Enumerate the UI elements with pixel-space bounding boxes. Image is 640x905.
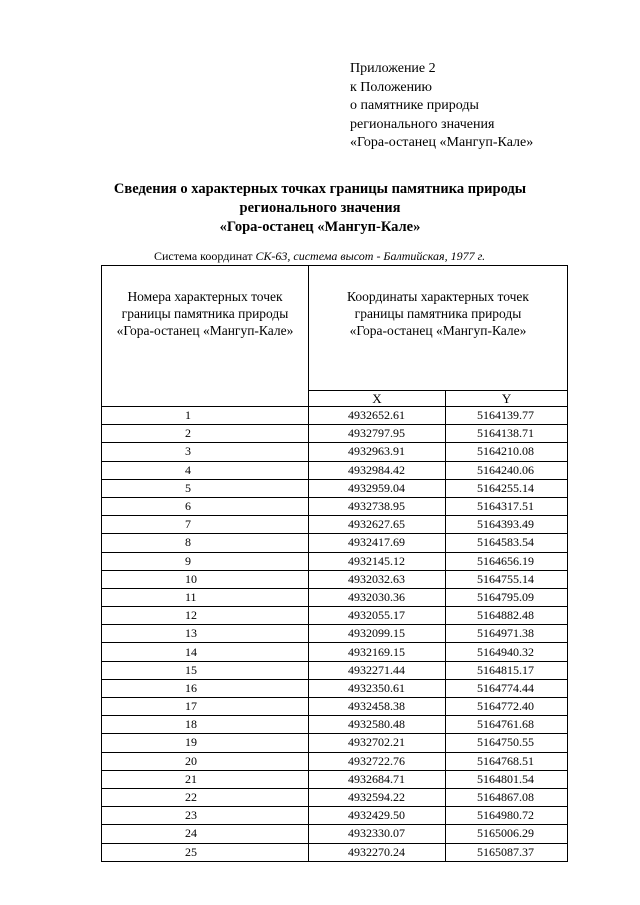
table-row: [102, 570, 568, 588]
table-row: [102, 497, 568, 515]
title-line: «Гора-останец «Мангуп-Кале»: [219, 219, 421, 235]
x-coordinate-cell: 4932099.15: [309, 625, 446, 643]
title-line: Сведения о характерных точках границы памятника природы: [113, 181, 527, 197]
appendix-line: Приложение 2: [350, 61, 436, 76]
y-coordinate-cell: 5165087.37: [446, 843, 568, 861]
x-coordinate-cell: 4932169.15: [309, 643, 446, 661]
point-number-cell: 1: [102, 407, 309, 425]
table-row: [102, 734, 568, 752]
point-number-cell: 11: [102, 588, 309, 606]
y-coordinate-cell: 5164882.48: [446, 607, 568, 625]
appendix-line: «Гора-останец «Мангуп-Кале»: [350, 135, 534, 150]
table-row: [102, 679, 568, 697]
x-coordinate-cell: 4932270.24: [309, 843, 446, 861]
x-coordinate-cell: 4932684.71: [309, 770, 446, 788]
point-number-cell: 4: [102, 461, 309, 479]
appendix-line: к Положению: [350, 79, 433, 95]
table-row: [102, 825, 568, 843]
point-number-cell: 2: [102, 425, 309, 443]
table-row: [102, 607, 568, 625]
y-coordinate-cell: 5164750.55: [446, 734, 568, 752]
point-number-cell: 25: [102, 843, 309, 861]
y-coordinate-cell: 5164761.68: [446, 716, 568, 734]
x-coordinate-cell: 4932330.07: [309, 825, 446, 843]
table-row: [102, 698, 568, 716]
x-coordinate-cell: 4932030.36: [309, 588, 446, 606]
point-number-cell: 6: [102, 497, 309, 515]
table-row: [102, 788, 568, 806]
x-coordinate-cell: 4932722.76: [309, 752, 446, 770]
x-header: X: [309, 391, 446, 407]
x-coordinate-cell: 4932963.91: [309, 443, 446, 461]
table-row: [102, 752, 568, 770]
table-body: [102, 407, 568, 862]
x-coordinate-cell: 4932417.69: [309, 534, 446, 552]
x-coordinate-cell: 4932984.42: [309, 461, 446, 479]
y-header: Y: [446, 391, 568, 407]
point-number-cell: 18: [102, 716, 309, 734]
x-coordinate-cell: 4932032.63: [309, 570, 446, 588]
x-coordinate-cell: 4932594.22: [309, 788, 446, 806]
table-row: [102, 625, 568, 643]
y-coordinate-cell: 5164583.54: [446, 534, 568, 552]
point-number-cell: 14: [102, 643, 309, 661]
appendix-line: о памятнике природы: [350, 98, 479, 113]
y-coordinate-cell: 5164240.06: [446, 461, 568, 479]
x-coordinate-cell: 4932580.48: [309, 716, 446, 734]
table-row: [102, 643, 568, 661]
appendix-line: регионального значения: [350, 116, 495, 132]
x-coordinate-cell: 4932145.12: [309, 552, 446, 570]
y-coordinate-cell: 5164772.40: [446, 698, 568, 716]
x-coordinate-cell: 4932738.95: [309, 497, 446, 515]
x-coordinate-cell: 4932627.65: [309, 516, 446, 534]
title-line: регионального значения: [239, 200, 401, 216]
point-number-cell: 12: [102, 607, 309, 625]
x-coordinate-cell: 4932652.61: [309, 407, 446, 425]
appendix-block: [350, 60, 533, 153]
point-number-cell: 21: [102, 770, 309, 788]
point-number-cell: 20: [102, 752, 309, 770]
point-number-cell: 7: [102, 516, 309, 534]
x-coordinate-cell: 4932055.17: [309, 607, 446, 625]
x-coordinate-cell: 4932429.50: [309, 807, 446, 825]
y-coordinate-cell: 5164795.09: [446, 588, 568, 606]
x-coordinate-cell: 4932797.95: [309, 425, 446, 443]
point-number-cell: 8: [102, 534, 309, 552]
table-row: [102, 807, 568, 825]
point-number-cell: 9: [102, 552, 309, 570]
table-row: [102, 588, 568, 606]
table-row: [102, 843, 568, 861]
y-coordinate-cell: 5164815.17: [446, 661, 568, 679]
x-coordinate-cell: 4932458.38: [309, 698, 446, 716]
coordinate-system-note: [154, 249, 485, 264]
y-coordinate-cell: 5164867.08: [446, 788, 568, 806]
point-number-cell: 23: [102, 807, 309, 825]
y-coordinate-cell: 5164755.14: [446, 570, 568, 588]
coordinate-system-prefix: Система координат: [154, 249, 256, 263]
table-row: [102, 479, 568, 497]
y-coordinate-cell: 5164138.71: [446, 425, 568, 443]
y-coordinate-cell: 5164317.51: [446, 497, 568, 515]
x-coordinate-cell: 4932702.21: [309, 734, 446, 752]
point-number-cell: 15: [102, 661, 309, 679]
table-row: [102, 716, 568, 734]
document-title: [0, 180, 640, 237]
table-row: [102, 516, 568, 534]
y-coordinate-cell: 5164210.08: [446, 443, 568, 461]
table-row: [102, 407, 568, 425]
point-number-header: Номера характерных точек границы памятника природы «Гора-останец «Мангуп-Кале»: [102, 266, 309, 407]
y-coordinate-cell: 5164255.14: [446, 479, 568, 497]
y-coordinate-cell: 5164980.72: [446, 807, 568, 825]
point-number-cell: 10: [102, 570, 309, 588]
table-row: [102, 534, 568, 552]
table-row: [102, 461, 568, 479]
y-coordinate-cell: 5164940.32: [446, 643, 568, 661]
table-row: [102, 661, 568, 679]
y-coordinate-cell: 5164393.49: [446, 516, 568, 534]
table-row: [102, 770, 568, 788]
x-coordinate-cell: 4932959.04: [309, 479, 446, 497]
y-coordinate-cell: 5164139.77: [446, 407, 568, 425]
point-number-cell: 13: [102, 625, 309, 643]
point-number-cell: 5: [102, 479, 309, 497]
boundary-points-table: [101, 265, 568, 862]
coordinates-header: Координаты характерных точек границы памятника природы «Гора-останец «Мангуп-Кале»: [309, 266, 568, 391]
y-coordinate-cell: 5164774.44: [446, 679, 568, 697]
point-number-cell: 22: [102, 788, 309, 806]
point-number-cell: 16: [102, 679, 309, 697]
table-row: [102, 425, 568, 443]
point-number-cell: 17: [102, 698, 309, 716]
coordinate-system-value: СК-63, система высот - Балтийская, 1977 г.: [255, 249, 486, 263]
table-row: [102, 443, 568, 461]
x-coordinate-cell: 4932271.44: [309, 661, 446, 679]
y-coordinate-cell: 5164801.54: [446, 770, 568, 788]
x-coordinate-cell: 4932350.61: [309, 679, 446, 697]
y-coordinate-cell: 5165006.29: [446, 825, 568, 843]
point-number-cell: 3: [102, 443, 309, 461]
table-row: [102, 552, 568, 570]
y-coordinate-cell: 5164768.51: [446, 752, 568, 770]
point-number-cell: 24: [102, 825, 309, 843]
y-coordinate-cell: 5164971.38: [446, 625, 568, 643]
point-number-cell: 19: [102, 734, 309, 752]
y-coordinate-cell: 5164656.19: [446, 552, 568, 570]
